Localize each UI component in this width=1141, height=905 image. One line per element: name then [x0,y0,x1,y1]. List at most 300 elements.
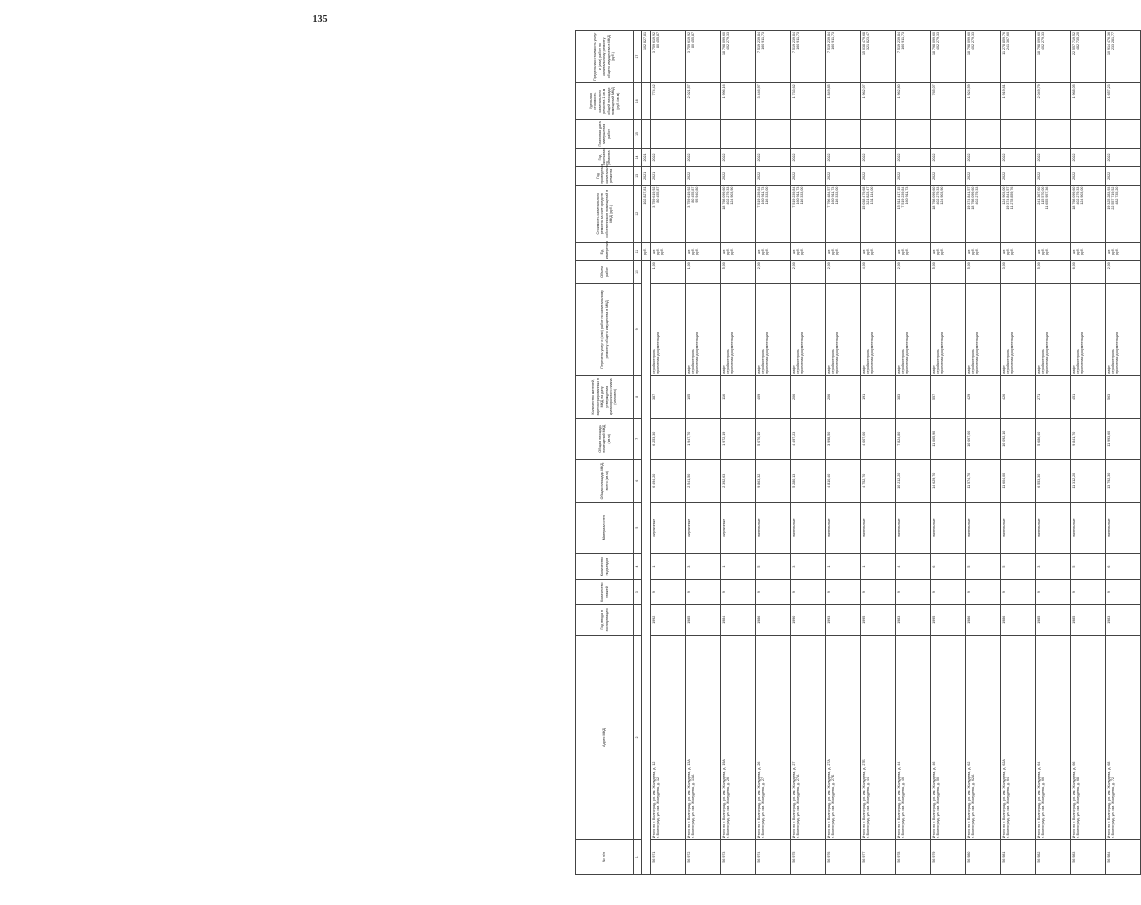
cell-year-a [826,167,861,185]
cell-res-area [826,418,861,459]
cell-cost [1071,185,1106,242]
cell-volume [896,261,931,284]
cell-line: 19 325 283,93 [1106,186,1111,210]
column-header: № п/п [576,840,634,875]
cell-line: шт. [896,249,901,255]
cell-floors [1071,580,1106,605]
cell-line: 9 [651,591,656,594]
cell-residents [686,375,721,418]
cell-material [686,502,721,553]
cell-floors [966,580,1001,605]
column-number: 8 [634,375,642,418]
cell-num [756,840,791,875]
cell-line: 56 981 [1001,851,1006,863]
cell-line: стройконтроль [690,349,695,374]
cell-volume [756,261,791,284]
cell-year-b [651,148,686,166]
column-header: Количество жителей, зарегистрированных в МКД на дату утверждения краткосрочного плана (человек) [576,375,634,418]
cell-num [651,840,686,875]
cell-line: 56 976 [826,851,831,863]
cell-line: 1 996,16 [721,84,726,99]
cell-line: Итого по г. Волгоград, ул. им. Жолудева, д. 27 [791,761,796,839]
cell-line: 451 [1071,393,1076,400]
cell-line: 160 911,73 [900,32,905,50]
column-number: 7 [634,418,642,459]
table-row [1071,31,1106,875]
cell-limit [896,31,931,83]
cell-unit-cost [791,83,826,120]
cell-unit-cost [651,83,686,120]
cell-empty [1071,120,1106,149]
cell-line: 5 070,10 [756,431,761,446]
cell-line: 2022 [861,171,866,180]
cell-unit-cost [1071,83,1106,120]
cell-line: проектная документация [800,332,805,374]
cell-line: 3 759 619,92 [686,186,691,208]
cell-year-a [651,167,686,185]
cell-year-b [1001,148,1036,166]
cell-material [791,502,826,553]
cell-line: 15 511 417,15 [896,186,901,210]
cell-line: 383 [896,393,901,400]
cell-line: 2022 [1001,153,1006,162]
cell-units [1106,242,1141,260]
cell-line: 2022 [966,171,971,180]
cell-material [1071,502,1106,553]
cell-line: 774,42 [651,84,656,96]
cell-limit [1071,31,1106,83]
cell-line: руб. [1075,248,1080,256]
cell-line: 5,00 [966,262,971,270]
cell-empty [931,120,966,149]
cell-year [966,604,1001,635]
column-header: Перечень услуг и (или) работ по капитальному ремонту общего имущества в МКД [576,283,634,375]
cell-line: 1,00 [651,262,656,270]
cell-num [1071,840,1106,875]
cell-line: проектная документация [695,332,700,374]
cell-line: 2022 [756,153,761,162]
cell-line: 206 [791,393,796,400]
cell-cost [1036,185,1071,242]
cell-line: 124 903,00 [1080,186,1085,205]
cell-empty [686,120,721,149]
cell-year-a [1001,167,1036,185]
cell-line: 7 519 239,84 [756,186,761,208]
cell-year-a [756,167,791,185]
cell-address [1106,635,1141,840]
cell-line: 321 823,47 [865,32,870,50]
cell-line: панельные [1071,518,1076,537]
cell-entrances [861,553,896,580]
cell-floors [931,580,966,605]
cell-num [896,840,931,875]
cell-line: руб. [695,248,700,256]
table-row [826,31,861,875]
cell-line: г. Волгоград, ул. им. Жолудева, д. 27 [760,776,765,839]
cell-line: 2022 [1036,171,1041,180]
cell-total-area [826,459,861,502]
cell-line: 2,00 [1106,262,1111,270]
cell-line: 563 [1106,393,1111,400]
cell-total-area [896,459,931,502]
cell-line: 9 863,32 [756,473,761,488]
cell-units [896,242,931,260]
cell-line: 11 655 957,36 [1045,186,1050,210]
cell-unit-cost [966,83,1001,120]
cell-line: Итого по г. Волгоград, ул. им. Жолудева, д. 68 [1106,761,1111,839]
cell-line: 2022 [1001,171,1006,180]
cell-residents [1071,375,1106,418]
capital-repair-table [575,30,1141,875]
cell-line: 1 968,05 [1071,84,1076,99]
cell-year [896,604,931,635]
cell-unit-cost [931,83,966,120]
cell-line: руб. [970,248,975,256]
cell-line: 116 333,00 [835,186,840,205]
cell-limit [686,31,721,83]
cell-line: 2022 [1071,171,1076,180]
cell-total-area [931,459,966,502]
cell-floors [651,580,686,605]
cell-units [1071,242,1106,260]
cell-res-area [721,418,756,459]
cell-address [896,635,931,840]
cell-year [756,604,791,635]
cell-works [1106,283,1141,375]
cell-line: стройконтроль [725,349,730,374]
table-row [896,31,931,875]
cell-line: 56 974 [756,851,761,863]
cell-line: 18 798 099,60 [931,32,936,55]
cell-line: Итого по г. Волгоград, ул. им. Жолудева, д. 27А [826,759,831,839]
cell-year [651,604,686,635]
column-number: 15 [634,120,642,149]
cell-line: 2022 [931,171,936,180]
cell-line: 6 494,20 [651,473,656,488]
cell-line: 1985 [686,615,691,624]
cell-line: 9 [1071,591,1076,594]
cell-line: руб. [940,248,945,256]
cell-line: 116 333,00 [765,186,770,205]
cell-entrances [826,553,861,580]
column-header: Год проведения капитального ремонта [576,167,634,185]
group-row [642,31,651,875]
cell-unit-cost [1106,83,1141,120]
cell-num [861,840,896,875]
cell-line: 1986 [966,615,971,624]
cell-line: 4 497,23 [791,431,796,446]
cell-line: 2022 [896,171,901,180]
cell-line: 105 [686,393,691,400]
cell-material [651,502,686,553]
cell-line: 1 [721,565,726,568]
cell-line: 160 911,73 [905,186,910,205]
column-header: Год окончания ремонта [576,148,634,166]
cell-cost [686,185,721,242]
cell-line: 95 940,80 [695,186,700,203]
cell-limit [931,31,966,83]
cell-floors [791,580,826,605]
column-number-row [634,31,642,875]
cell-line: 402 279,33 [1040,32,1045,50]
cell-entrances [756,553,791,580]
cell-line: руб. [975,248,980,256]
cell-entrances [1036,553,1071,580]
cell-residents [1001,375,1036,418]
cell-num [1001,840,1036,875]
cell-line: руб. [1040,248,1045,256]
cell-volume [651,261,686,284]
cell-volume [721,261,756,284]
cell-line: 4,00 [861,262,866,270]
cell-res-area [1106,418,1141,459]
cell-total-area [721,459,756,502]
cell-year-b [966,148,1001,166]
cell-res-area [756,418,791,459]
column-header: Предельная стоимость услуг и (или) работ по капитальному ремонту общего имущества в МКД (руб.) [576,31,634,83]
column-header: Количество этажей [576,580,634,605]
cell-line: 1985 [1036,615,1041,624]
cell-line: руб. [870,248,875,256]
table-row [861,31,896,875]
cell-line: г. Волгоград, ул. им. Жолудева, д. 46 [900,776,905,839]
cell-line: 80 455,87 [655,32,660,48]
cell-line: 6 553,30 [1036,473,1041,488]
cell-line: 1 733,62 [791,84,796,99]
cell-entrances [1001,553,1036,580]
cell-limit [1001,31,1036,83]
cell-works [861,283,896,375]
cell-line: 233 281,77 [1110,32,1115,50]
cell-volume [791,261,826,284]
column-number: 11 [634,242,642,260]
cell-line: Итого по г. Волгоград, ул. им. Жолудева, д. 26 [756,761,761,839]
cell-line: 3 446,97 [756,84,761,99]
cell-line: г. Волгоград, ул. им. Жолудева, д. 68 [1075,776,1080,839]
cell-line: 18 798 099,60 [721,186,726,210]
cell-empty [896,120,931,149]
cell-line: 10 067,00 [966,430,971,447]
cell-res-area [791,418,826,459]
cell-line: проектная документация [1115,332,1120,374]
cell-line: руб. [690,248,695,256]
cell-line: 2022 [721,153,726,162]
cell-line: г. Волгоград, ул. им. Жолудева, д. 27А [795,774,800,839]
column-header: Общая площадь помещений МКД (кв.м) [576,418,634,459]
cell-limit [826,31,861,83]
column-header: Стоимость капитального ремонта за счет средств собственников помещений в МКД (руб.) [576,185,634,242]
cell-empty [966,120,1001,149]
cell-year-b [1071,148,1106,166]
cell-line: 56 978 [896,851,901,863]
cell-floors [721,580,756,605]
table-row [721,31,756,875]
cell-line: 4 810,40 [826,473,831,488]
cell-line: стройконтроль [651,349,656,374]
cell-address [721,635,756,840]
cell-entrances [791,553,826,580]
cell-address [826,635,861,840]
cell-line: стройконтроль [1005,349,1010,374]
cell-line: Итого по г. Волгоград, ул. им. Жолудева, д. 62А [1001,759,1006,839]
cell-line: 5 [1001,565,1006,568]
column-number: 9 [634,283,642,375]
cell-year-a [1071,167,1106,185]
cell-line: руб. [935,248,940,256]
cell-works [756,283,791,375]
cell-total-area [686,459,721,502]
cell-line: 18 798 099,60 [966,32,971,55]
cell-line: 6 253,30 [651,431,656,446]
cell-cost [931,185,966,242]
cell-total-area [861,459,896,502]
cell-line: 402 279,33 [935,32,940,50]
cell-volume [861,261,896,284]
cell-line: 10 092,10 [1001,430,1006,447]
cell-residents [756,375,791,418]
cell-line: 1984 [721,615,726,624]
cell-line: 5,00 [931,262,936,270]
column-number: 1 [634,840,642,875]
cell-line: Итого по г. Волгоград, ул. им. Жолудева, д. 64 [1036,761,1041,839]
cell-line: 160 911,73 [795,32,800,50]
cell-line: 13 792,30 [1106,472,1111,489]
cell-total-area [966,459,1001,502]
cell-line: 56 982 [1036,851,1041,863]
cell-line: 5 [966,565,971,568]
cell-units [826,242,861,260]
cell-res-area [686,418,721,459]
cell-num [1106,840,1141,875]
cell-line: 2022 [686,153,691,162]
cell-cost [966,185,1001,242]
cell-line: шт. [1036,249,1041,255]
cell-empty [1001,120,1036,149]
cell-empty [1106,120,1141,149]
cell-line: руб. [1110,248,1115,256]
cell-line: 5 280,13 [791,473,796,488]
cell-material [896,502,931,553]
cell-total-area [791,459,826,502]
cell-line: 11 574,70 [966,472,971,489]
cell-cost [826,185,861,242]
cell-line: 9 [721,591,726,594]
cell-volume [1036,261,1071,284]
cell-line: стройконтроль [795,349,800,374]
cell-line: 3 759 619,92 [686,32,691,53]
cell-volume [931,261,966,284]
cell-year [686,604,721,635]
cell-line: 2022 [791,153,796,162]
cell-line: 131 114,00 [870,186,875,205]
cell-line: 1995 [931,615,936,624]
cell-line: руб. [660,248,665,256]
cell-line: 2,00 [826,262,831,270]
cell-address [861,635,896,840]
cell-volume [826,261,861,284]
cell-line: шт. [861,249,866,255]
cell-line: Итого по г. Волгоград, ул. им. Жолудева, д. 13А [686,759,691,839]
cell-limit [791,31,826,83]
cell-material [756,502,791,553]
cell-line: 14 629,70 [931,472,936,489]
cell-entrances [686,553,721,580]
cell-works [931,283,966,375]
cell-line: 56 979 [931,851,936,863]
cell-works [1071,283,1106,375]
column-header: Удельная стоимость капитального ремонта 1 кв.м общей площади помещений МКД (руб./кв.м) [576,83,634,120]
cell-line: 2022 [966,153,971,162]
cell-year [826,604,861,635]
cell-line: проектная документация [975,332,980,374]
cell-year-b [826,148,861,166]
cell-total-area [1001,459,1036,502]
cell-res-area [1001,418,1036,459]
cell-line: 56 973 [721,851,726,863]
cell-line: 2 049,79 [1036,84,1041,99]
cell-res-area [1071,418,1106,459]
cell-line: 3 998,50 [826,431,831,446]
cell-year-b [721,148,756,166]
cell-line: руб. [900,248,905,256]
cell-line: 9 [791,591,796,594]
cell-empty [861,120,896,149]
cell-material [861,502,896,553]
cell-unit-cost [686,83,721,120]
cell-line: проектная документация [655,332,660,374]
table-row [756,31,791,875]
cell-line: 160 911,73 [795,186,800,205]
cell-units [1036,242,1071,260]
cell-line: 2022 [1036,153,1041,162]
group-cost: 102 827,81 [642,185,651,242]
cell-residents [651,375,686,418]
cell-limit [1106,31,1141,83]
cell-line: шт. [826,249,831,255]
cell-line: 160 911,73 [830,32,835,50]
cell-line: руб. [800,248,805,256]
cell-year-a [1036,167,1071,185]
cell-line: 15 038 479,68 [861,186,866,210]
cell-year-a [721,167,756,185]
cell-line: 9 [966,591,971,594]
cell-line: 1 [651,565,656,568]
cell-line: руб. [795,248,800,256]
cell-line: г. Волгоград, ул. им. Жолудева, д. 64 [1005,776,1010,839]
cell-num [1036,840,1071,875]
cell-line: кирпичные [721,518,726,537]
cell-address [931,635,966,840]
cell-line: 2 541,50 [686,473,691,488]
cell-entrances [651,553,686,580]
cell-line: руб. [905,248,910,256]
cell-cost [721,185,756,242]
cell-line: лифт [896,365,901,374]
cell-empty [826,120,861,149]
cell-line: 1 962,07 [861,84,866,99]
cell-cost [1106,185,1141,242]
cell-line: шт. [686,249,691,255]
cell-line: проектная документация [905,332,910,374]
cell-line: лифт [931,365,936,374]
cell-floors [861,580,896,605]
cell-unit-cost [1001,83,1036,120]
cell-works [686,283,721,375]
cell-volume [686,261,721,284]
cell-line: 56 975 [791,851,796,863]
column-number: 4 [634,553,642,580]
cell-total-area [1071,459,1106,502]
